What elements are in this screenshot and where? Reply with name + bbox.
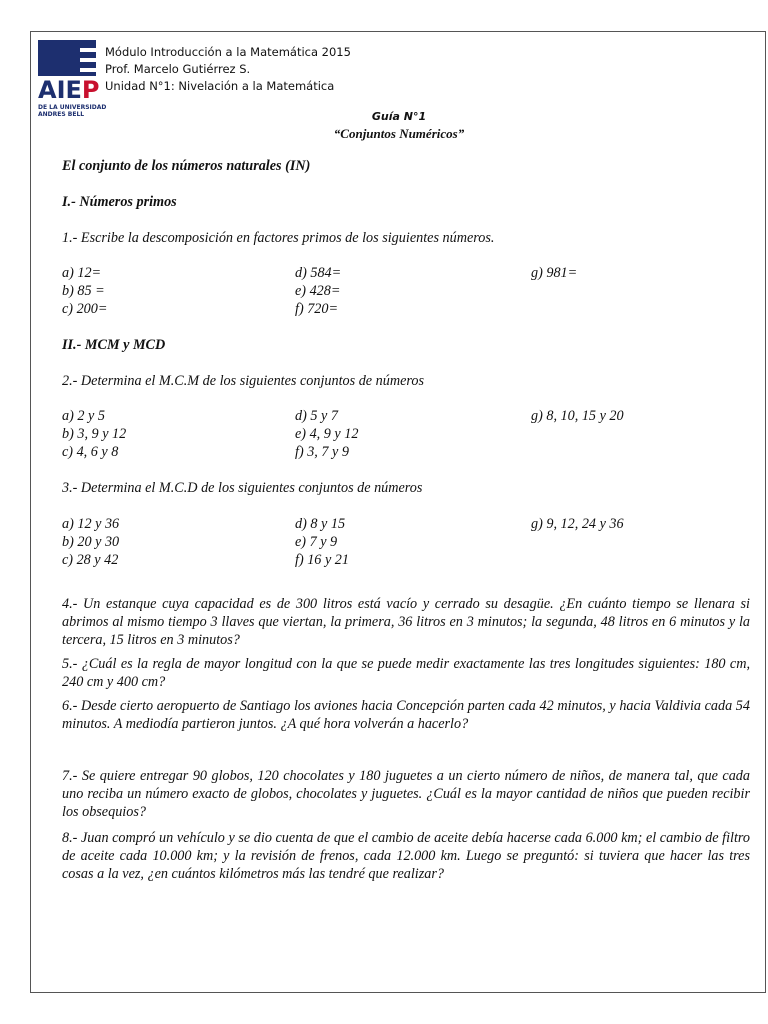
- document-page: [30, 31, 766, 993]
- section-heading: El conjunto de los números naturales (IN): [62, 158, 311, 174]
- exercise-item: f) 720=: [295, 301, 339, 317]
- exercise-item: b) 85 =: [62, 283, 105, 299]
- exercise-item: g) 9, 12, 24 y 36: [531, 516, 624, 532]
- question-3: 3.- Determina el M.C.D de los siguientes conjuntos de números: [62, 480, 423, 496]
- question-2: 2.- Determina el M.C.M de los siguientes conjuntos de números: [62, 373, 424, 389]
- exercise-item: c) 200=: [62, 301, 108, 317]
- problem-4: 4.- Un estanque cuya capacidad es de 300 litros está vacío y cerrado su desagüe. ¿En cuánto tiempo se llenara si abrimos al mismo tiempo 3 llaves que viertan, la primera, 36 litros en 3 minutos; la segunda, 48 litros en 6 minutos y la tercera, 15 litros en 3 minutos?: [62, 596, 750, 648]
- exercise-item: g) 981=: [531, 265, 578, 281]
- header-professor: Prof. Marcelo Gutiérrez S.: [105, 62, 251, 76]
- exercise-item: f) 16 y 21: [295, 552, 349, 568]
- exercise-item: f) 3, 7 y 9: [295, 444, 349, 460]
- part2-heading: II.- MCM y MCD: [62, 337, 166, 353]
- guide-number: Guía N°1: [371, 110, 427, 123]
- logo-wordmark: AIEP: [38, 76, 100, 104]
- problem-7: 7.- Se quiere entregar 90 globos, 120 chocolates y 180 juguetes a un cierto número de niños, de manera tal, que cada uno reciba un número exacto de globos, chocolates y juguetes. ¿Cuál es la mayor cantidad de niños que pueden recibir los obsequios?: [62, 768, 750, 820]
- logo-emblem: [38, 40, 96, 76]
- exercise-item: b) 3, 9 y 12: [62, 426, 127, 442]
- exercise-item: e) 428=: [295, 283, 341, 299]
- question-1: 1.- Escribe la descomposición en factores primos de los siguientes números.: [62, 230, 495, 246]
- exercise-item: e) 7 y 9: [295, 534, 338, 550]
- header-module: Módulo Introducción a la Matemática 2015: [105, 45, 351, 59]
- exercise-item: a) 2 y 5: [62, 408, 105, 424]
- exercise-item: a) 12 y 36: [62, 516, 120, 532]
- exercise-item: g) 8, 10, 15 y 20: [531, 408, 624, 424]
- exercise-item: c) 4, 6 y 8: [62, 444, 119, 460]
- exercise-item: c) 28 y 42: [62, 552, 119, 568]
- exercise-item: b) 20 y 30: [62, 534, 120, 550]
- logo-subtitle: DE LA UNIVERSIDAD ANDRES BELL: [38, 104, 107, 118]
- exercise-item: d) 5 y 7: [295, 408, 338, 424]
- problem-8: 8.- Juan compró un vehículo y se dio cuenta de que el cambio de aceite debía hacerse cada 6.000 km; el cambio de filtro de aceite cada 10.000 km; y la revisión de frenos, cada 12.000 km. Luego se preguntó: si tuviera que hacer las tres cosas a la vez, ¿en cuántos kilómetros más las tendré que realizar?: [62, 830, 750, 882]
- exercise-item: a) 12=: [62, 265, 102, 281]
- aiep-logo: [38, 40, 107, 118]
- problem-5: 5.- ¿Cuál es la regla de mayor longitud con la que se puede medir exactamente las tres longitudes siguientes: 180 cm, 240 cm y 400 cm?: [62, 656, 750, 690]
- header-unit: Unidad N°1: Nivelación a la Matemática: [105, 79, 335, 93]
- exercise-item: d) 8 y 15: [295, 516, 346, 532]
- exercise-item: d) 584=: [295, 265, 342, 281]
- exercise-item: e) 4, 9 y 12: [295, 426, 359, 442]
- guide-title: “Conjuntos Numéricos”: [333, 126, 465, 141]
- part1-heading: I.- Números primos: [62, 194, 177, 210]
- problem-6: 6.- Desde cierto aeropuerto de Santiago los aviones hacia Concepción parten cada 42 minutos, y hacia Valdivia cada 54 minutos. A mediodía partieron juntos. ¿A qué hora volverán a hacerlo?: [62, 698, 750, 732]
